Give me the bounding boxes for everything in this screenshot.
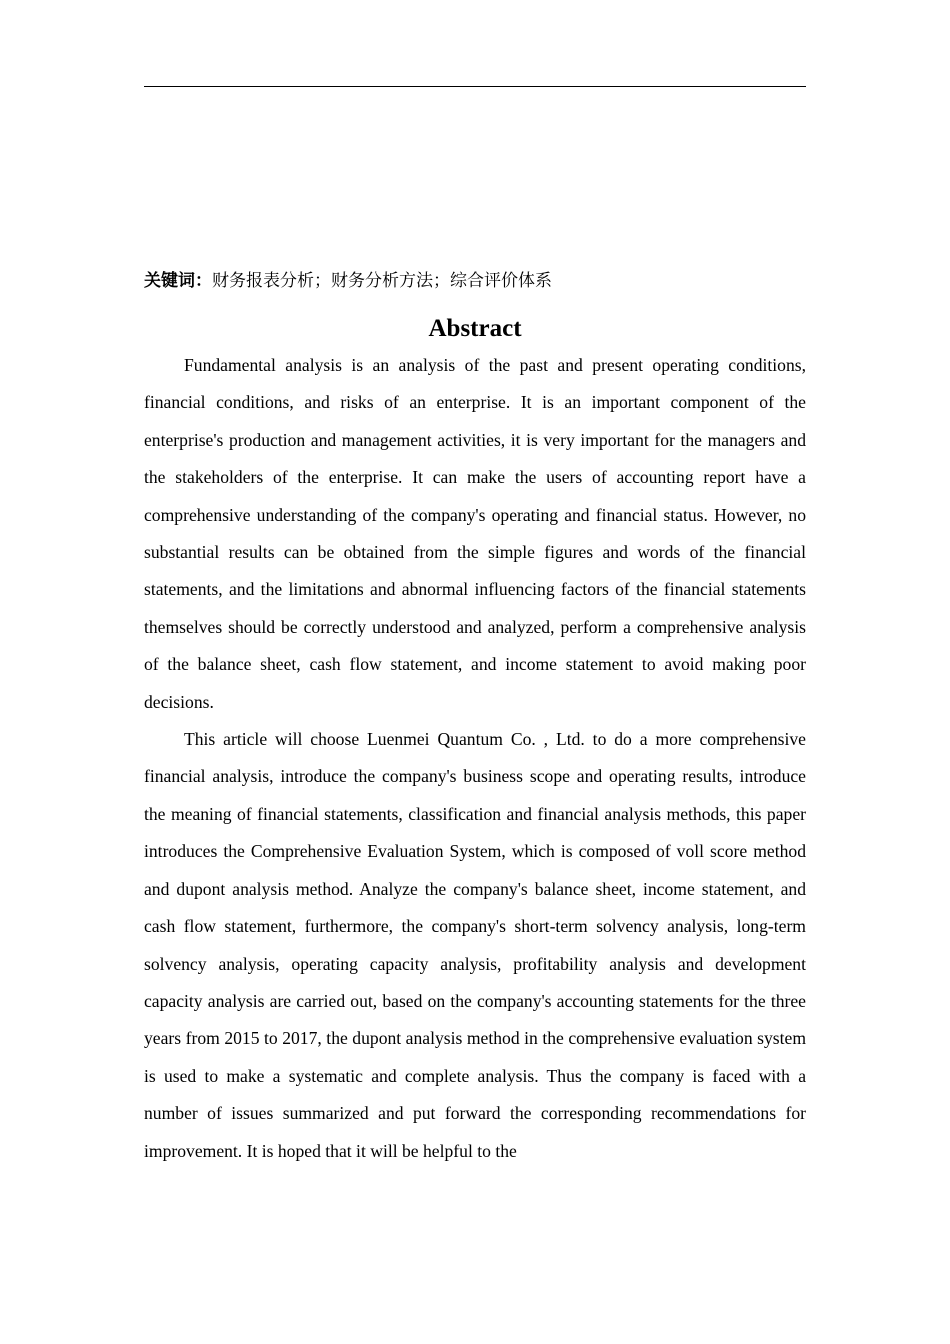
- keywords-value: 财务报表分析；财务分析方法；综合评价体系: [212, 271, 552, 291]
- abstract-paragraph-2: This article will choose Luenmei Quantum Co. , Ltd. to do a more comprehensive financial analysis, introduce the company's business scope and operating results, introduce the meaning of financial statements, classification and financial analysis methods, this paper introduces the Comprehensive Evaluation System, which is composed of voll score method and dupont analysis method. Analyze the company's balance sheet, income statement, and cash flow statement, furthermore, the company's short-term solvency analysis, long-term solvency analysis, operating capacity analysis, profitability analysis and development capacity analysis are carried out, based on the company's accounting statements for the three years from 2015 to 2017, the dupont analysis method in the comprehensive evaluation system is used to make a systematic and complete analysis. Thus the company is faced with a number of issues summarized and put forward the corresponding recommendations for improvement. It is hoped that it will be helpful to the: [144, 729, 806, 1161]
- abstract-paragraph-1: Fundamental analysis is an analysis of the past and present operating conditions, financial conditions, and risks of an enterprise. It is an important component of the enterprise's production and management activities, it is very important for the managers and the stakeholders of the enterprise. It can make the users of accounting report have a comprehensive understanding of the company's operating and financial status. However, no substantial results can be obtained from the simple figures and words of the financial statements, and the limitations and abnormal influencing factors of the financial statements themselves should be correctly understood and analyzed, perform a comprehensive analysis of the balance sheet, cash flow statement, and income statement to avoid making poor decisions.: [144, 355, 806, 712]
- keywords-label: 关键词：: [144, 271, 212, 291]
- header-rule: [144, 86, 806, 87]
- abstract-body: [144, 347, 806, 1170]
- keywords-line: [144, 268, 806, 294]
- abstract-title: Abstract: [428, 315, 522, 342]
